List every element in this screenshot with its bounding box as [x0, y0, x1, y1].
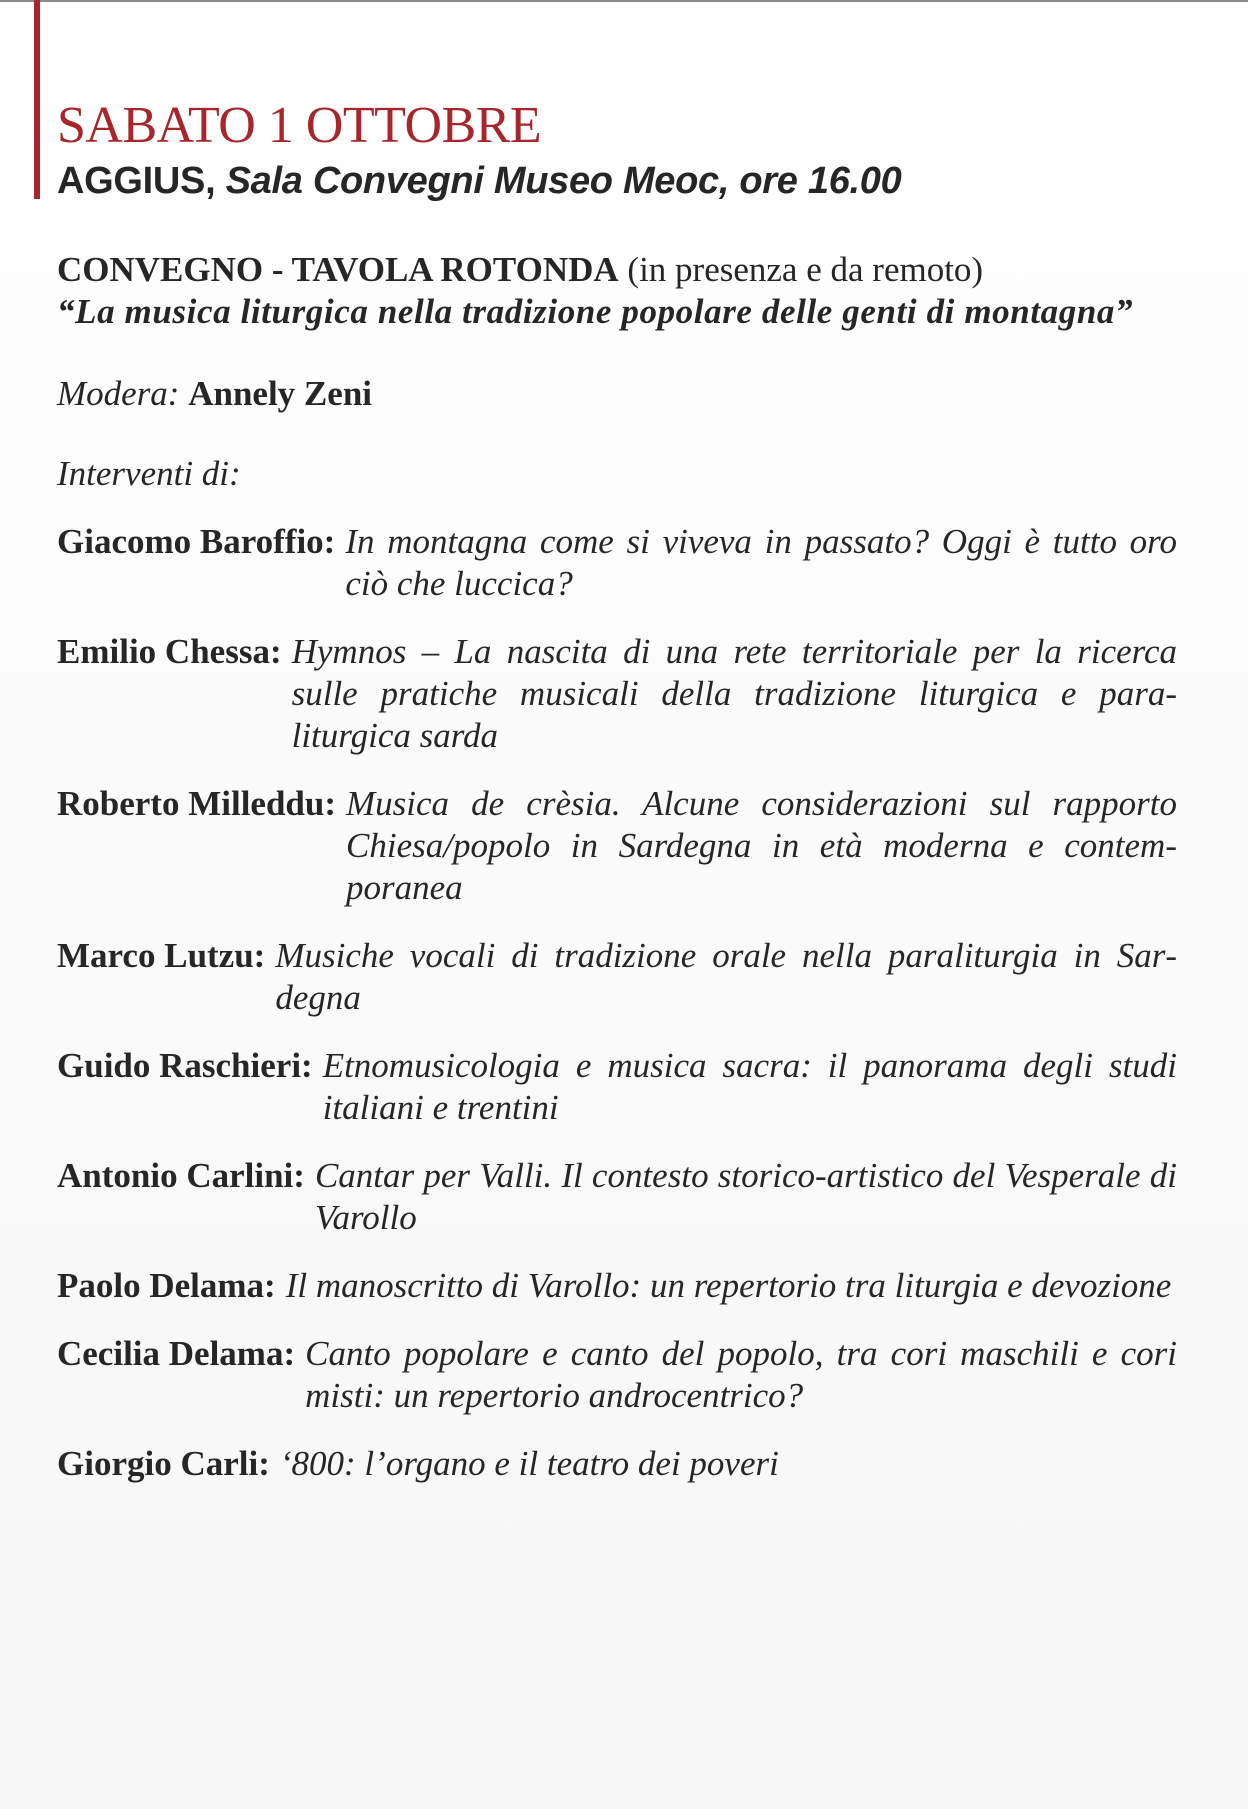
event-location — [57, 156, 1177, 206]
talk-speaker: Giacomo Baroffio: — [57, 522, 336, 561]
event-title: “La musica liturgica nella tradizione popolare delle genti di montagna” — [57, 292, 1134, 331]
talk-title: Cantar per Valli. Il contesto storico-artistico del Vesperale di Varollo — [314, 1156, 1177, 1237]
talk-speaker: Cecilia Delama: — [57, 1334, 296, 1373]
event-date: SABATO 1 OTTOBRE — [57, 97, 542, 154]
program-page — [57, 96, 1177, 1511]
talk-list — [57, 521, 1177, 1485]
talk-item — [57, 1333, 1177, 1417]
talk-speaker: Marco Lutzu: — [57, 936, 266, 975]
moderator-label: Modera: — [57, 374, 180, 413]
talk-item — [57, 631, 1177, 757]
event-type: CONVEGNO - TAVOLA ROTONDA — [57, 250, 619, 289]
moderator-line — [57, 373, 1177, 415]
talk-speaker: Paolo Delama: — [57, 1266, 276, 1305]
talk-item — [57, 1443, 1177, 1485]
talk-item — [57, 1265, 1177, 1307]
accent-bar — [34, 0, 40, 199]
talk-title: Hymnos – La nascita di una rete territoriale per la ricerca sulle pratiche musicali della tradizione liturgica e paraliturgica sarda — [291, 632, 1177, 755]
moderator-name: Annely Zeni — [188, 374, 373, 413]
interventi-label: Interventi di: — [57, 454, 241, 493]
talk-title: Etnomusicologia e musica sacra: il panorama degli studi italiani e trentini — [322, 1046, 1177, 1127]
talk-speaker: Roberto Milleddu: — [57, 784, 337, 823]
talk-title: Il manoscritto di Varollo: un repertorio tra liturgia e devozione — [285, 1266, 1172, 1305]
top-rule — [0, 0, 1248, 2]
talk-title: Canto popolare e canto del popolo, tra cori maschili e cori misti: un repertorio androcentrico? — [305, 1334, 1177, 1415]
talk-speaker: Emilio Chessa: — [57, 632, 282, 671]
talk-item — [57, 935, 1177, 1019]
event-mode: (in presenza e da remoto) — [627, 250, 984, 289]
talk-item — [57, 1155, 1177, 1239]
talk-item — [57, 1045, 1177, 1129]
talk-speaker: Giorgio Carli: — [57, 1444, 270, 1483]
talk-item — [57, 783, 1177, 909]
talk-speaker: Antonio Carlini: — [57, 1156, 305, 1195]
location-place: AGGIUS, — [57, 160, 216, 202]
talk-title: Musica de crèsia. Alcune considerazioni sul rapporto Chiesa/popolo in Sardegna in età moderna e contemporanea — [346, 784, 1177, 907]
event-header — [57, 249, 1177, 291]
talk-title: Musiche vocali di tradizione orale nella paraliturgia in Sardegna — [275, 936, 1177, 1017]
talk-title: ‘800: l’organo e il teatro dei poveri — [279, 1444, 779, 1483]
talk-item — [57, 521, 1177, 605]
location-detail: Sala Convegni Museo Meoc, ore 16.00 — [225, 160, 902, 202]
talk-title: In montagna come si viveva in passato? Oggi è tutto oro ciò che luccica? — [345, 522, 1177, 603]
talk-speaker: Guido Raschieri: — [57, 1046, 313, 1085]
